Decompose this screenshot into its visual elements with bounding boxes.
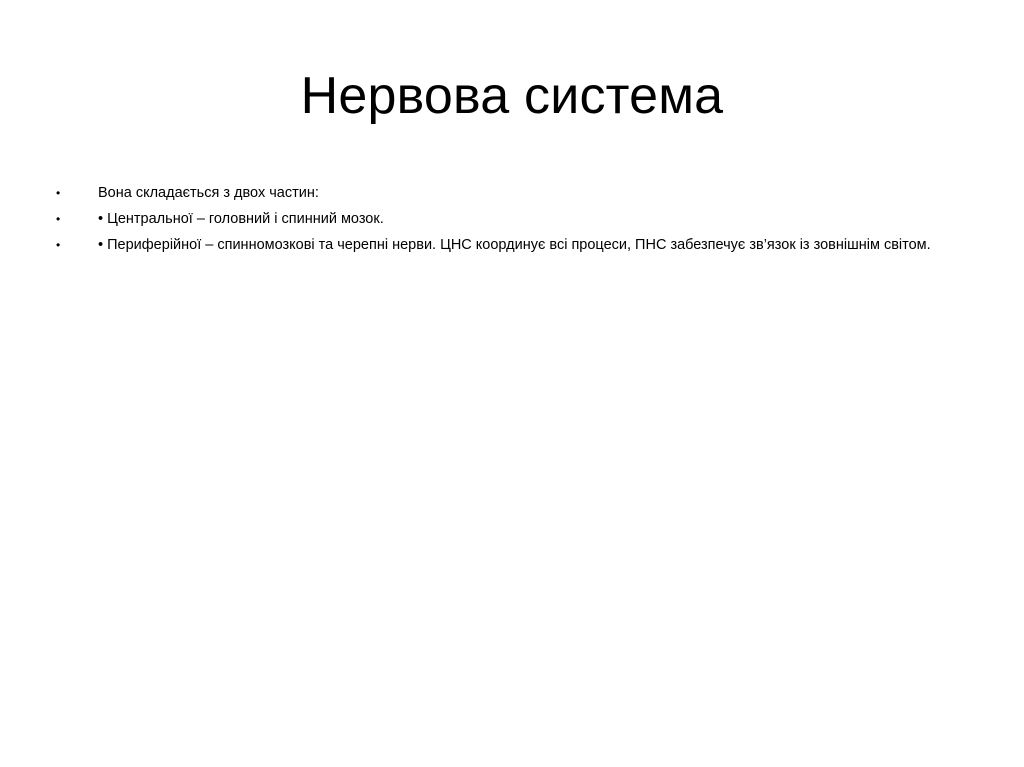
slide-title: Нервова система: [300, 67, 724, 125]
bullet-list: [56, 182, 976, 260]
bullet-item: [56, 208, 976, 230]
bullet-icon: •: [56, 238, 61, 252]
bullet-item: [56, 182, 976, 204]
bullet-item: [56, 234, 976, 256]
bullet-icon: •: [56, 186, 61, 200]
bullet-text: • Центральної – головний і спинний мозок.: [98, 211, 384, 227]
bullet-icon: •: [56, 212, 61, 226]
bullet-text: Вона складається з двох частин:: [98, 185, 319, 201]
bullet-text: • Периферійної – спинномозкові та черепні нерви. ЦНС координує всі процеси, ПНС забезпечує зв’язок із зовнішнім світом.: [98, 237, 931, 253]
